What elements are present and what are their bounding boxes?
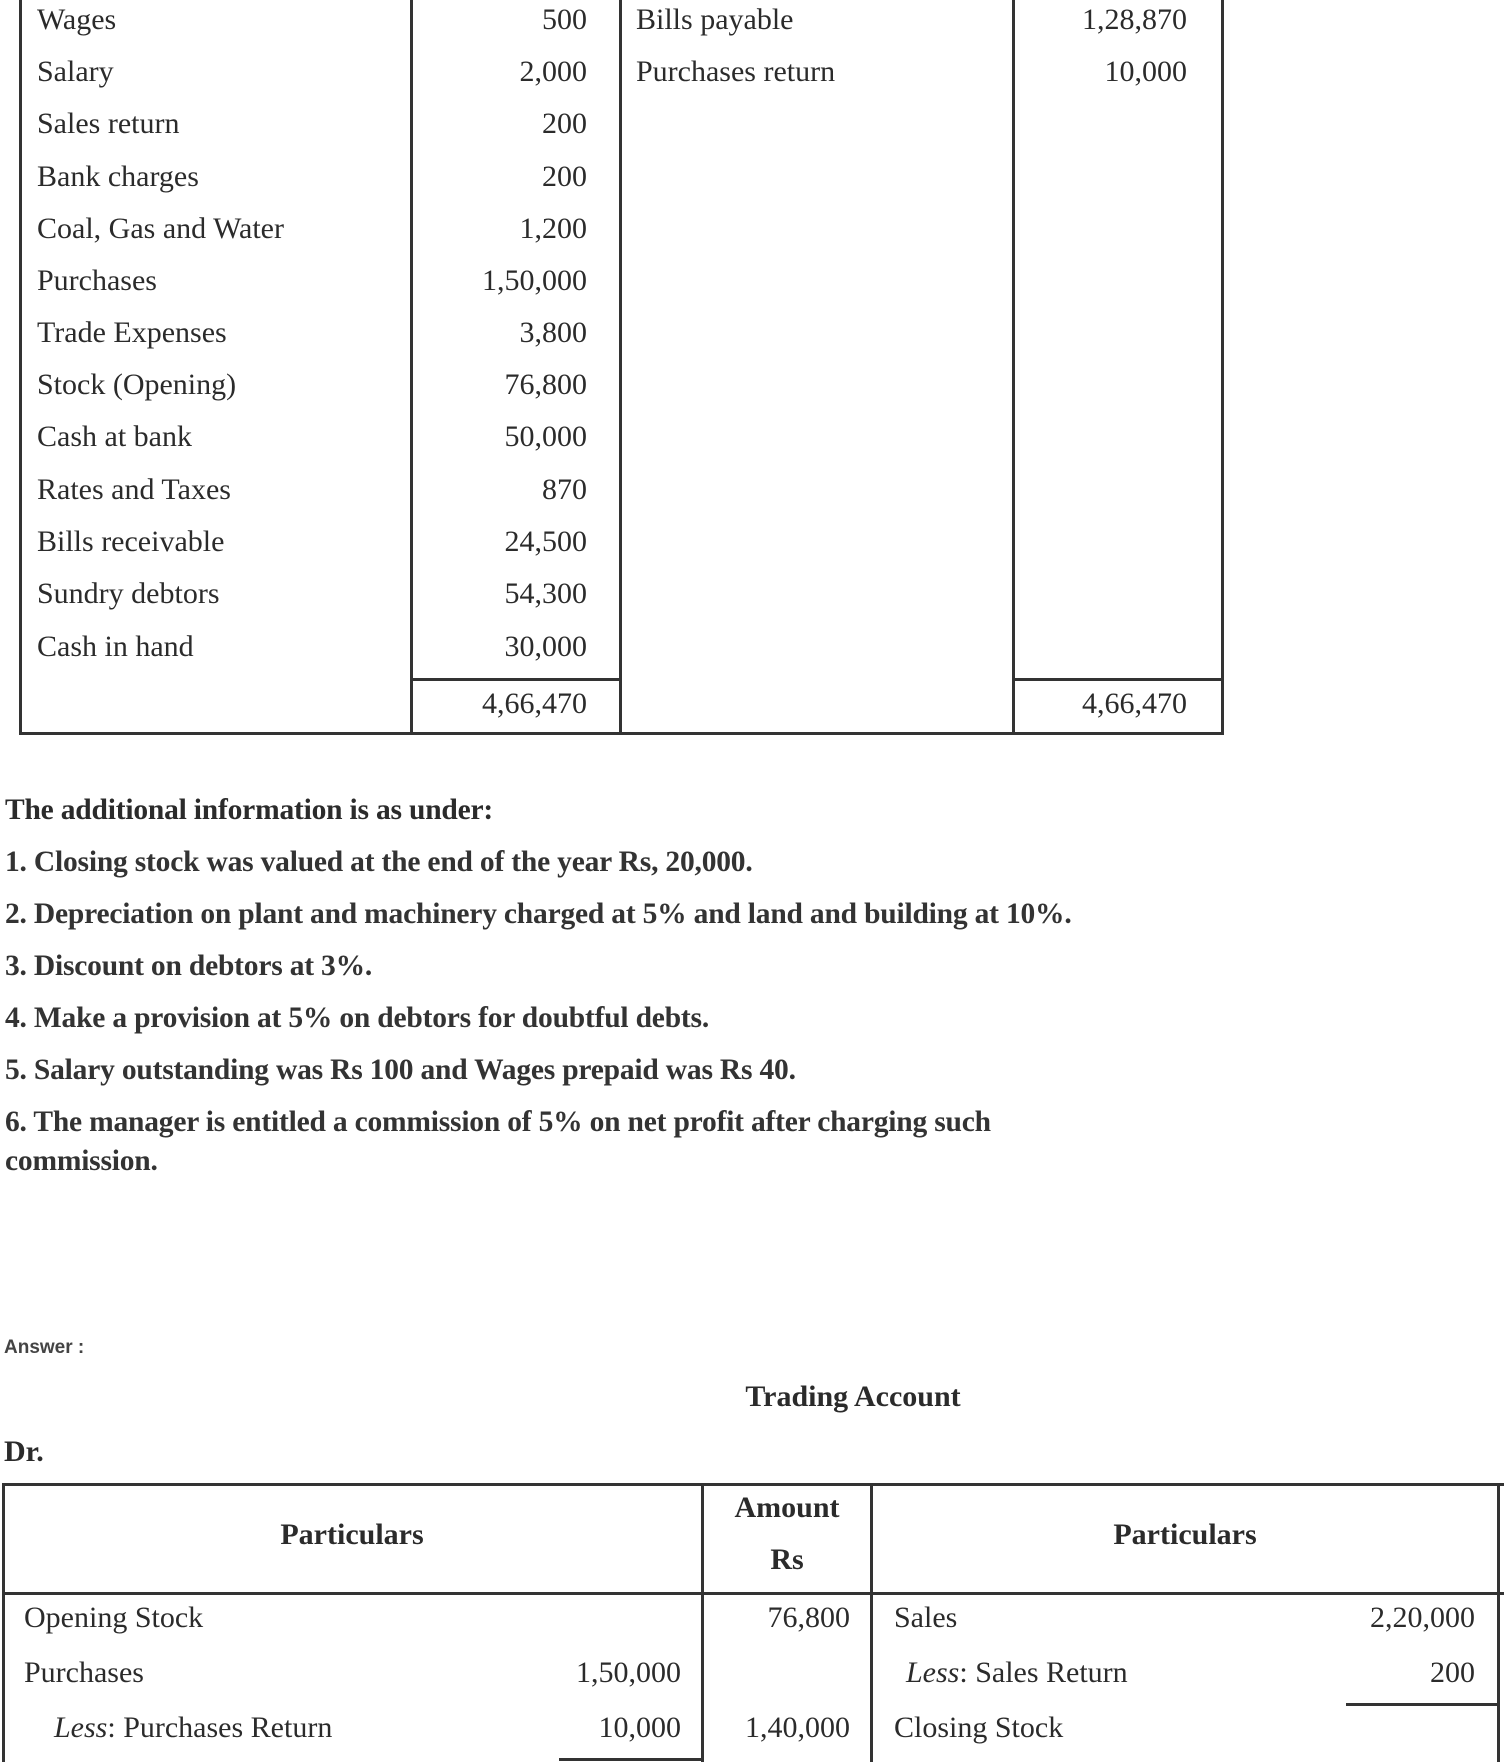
table-border-bottom bbox=[19, 732, 1224, 735]
debit-label: Coal, Gas and Water bbox=[37, 212, 284, 245]
debit-label: Stock (Opening) bbox=[37, 368, 237, 401]
debit-amount: 54,300 bbox=[504, 577, 587, 610]
less-word: Less bbox=[54, 1711, 108, 1744]
table-border-left bbox=[19, 0, 22, 735]
info-item: 5. Salary outstanding was Rs 100 and Wages prepaid was Rs 40. bbox=[5, 1054, 796, 1086]
info-item: 4. Make a provision at 5% on debtors for doubtful debts. bbox=[5, 1002, 709, 1034]
debit-amount: 1,200 bbox=[519, 212, 587, 245]
header-amount-unit: Rs bbox=[770, 1543, 804, 1576]
credit-amount: 2,20,000 bbox=[1370, 1601, 1475, 1634]
subtotal-rule bbox=[1346, 1703, 1499, 1706]
column-divider bbox=[410, 0, 413, 735]
debit-label: Cash in hand bbox=[37, 630, 194, 663]
debit-amount: 200 bbox=[542, 160, 587, 193]
debit-sub-amount: 10,000 bbox=[598, 1711, 681, 1744]
column-divider bbox=[870, 1483, 873, 1762]
credit-label: Closing Stock bbox=[894, 1711, 1064, 1744]
table-border-right bbox=[1221, 0, 1224, 735]
dr-label: Dr. bbox=[4, 1435, 44, 1468]
debit-amount: 1,50,000 bbox=[482, 264, 587, 297]
debit-sub-amount: 1,50,000 bbox=[576, 1656, 681, 1689]
less-word: Less bbox=[906, 1656, 960, 1689]
debit-label: Purchases bbox=[37, 264, 157, 297]
credit-label: Sales bbox=[894, 1601, 958, 1634]
debit-amount: 200 bbox=[542, 107, 587, 140]
credit-total: 4,66,470 bbox=[1082, 687, 1187, 720]
credit-label: Bills payable bbox=[636, 3, 794, 36]
debit-amount: 1,40,000 bbox=[745, 1711, 850, 1744]
debit-label-less bbox=[54, 1711, 332, 1745]
column-divider bbox=[701, 1483, 704, 1762]
column-divider bbox=[619, 0, 622, 735]
answer-label: Answer : bbox=[4, 1337, 85, 1358]
debit-label: Trade Expenses bbox=[37, 316, 227, 349]
column-divider bbox=[1497, 1483, 1500, 1762]
debit-total: 4,66,470 bbox=[482, 687, 587, 720]
subtotal-rule bbox=[559, 1758, 704, 1761]
debit-amount: 2,000 bbox=[519, 55, 587, 88]
debit-amount: 76,800 bbox=[767, 1601, 850, 1634]
debit-label: Salary bbox=[37, 55, 114, 88]
total-rule-credit bbox=[1012, 678, 1224, 681]
table-border-left bbox=[2, 1483, 5, 1762]
debit-amount: 30,000 bbox=[504, 630, 587, 663]
credit-label: Purchases return bbox=[636, 55, 836, 88]
info-item: 1. Closing stock was valued at the end of the year Rs, 20,000. bbox=[5, 846, 753, 878]
debit-label: Rates and Taxes bbox=[37, 473, 231, 506]
additional-info-heading: The additional information is as under: bbox=[5, 794, 494, 826]
debit-label: Wages bbox=[37, 3, 117, 36]
debit-amount: 24,500 bbox=[504, 525, 587, 558]
debit-label: Sales return bbox=[37, 107, 180, 140]
trading-account-title: Trading Account bbox=[745, 1380, 961, 1413]
header-particulars-left: Particulars bbox=[280, 1518, 424, 1551]
debit-amount: 3,800 bbox=[519, 316, 587, 349]
debit-amount: 870 bbox=[542, 473, 587, 506]
table-border-top bbox=[2, 1483, 1504, 1486]
info-item-continuation: commission. bbox=[5, 1145, 158, 1177]
header-bottom-rule bbox=[2, 1592, 1504, 1595]
debit-label: Opening Stock bbox=[24, 1601, 204, 1634]
debit-label: Bills receivable bbox=[37, 525, 225, 558]
debit-label: Bank charges bbox=[37, 160, 199, 193]
less-item: : Purchases Return bbox=[107, 1711, 333, 1744]
info-item: 2. Depreciation on plant and machinery charged at 5% and land and building at 10%. bbox=[5, 898, 1072, 930]
column-divider bbox=[1012, 0, 1015, 735]
info-item: 6. The manager is entitled a commission of 5% on net profit after charging such bbox=[5, 1106, 991, 1138]
credit-amount: 200 bbox=[1430, 1656, 1475, 1689]
debit-label: Cash at bank bbox=[37, 420, 192, 453]
debit-amount: 50,000 bbox=[504, 420, 587, 453]
debit-label: Purchases bbox=[24, 1656, 144, 1689]
credit-amount: 1,28,870 bbox=[1082, 3, 1187, 36]
info-item: 3. Discount on debtors at 3%. bbox=[5, 950, 373, 982]
credit-amount: 10,000 bbox=[1104, 55, 1187, 88]
debit-label: Sundry debtors bbox=[37, 577, 220, 610]
header-particulars-right: Particulars bbox=[1113, 1518, 1257, 1551]
header-amount: Amount bbox=[734, 1491, 840, 1524]
credit-label-less bbox=[906, 1656, 1128, 1690]
debit-amount: 76,800 bbox=[504, 368, 587, 401]
total-rule-debit bbox=[410, 678, 622, 681]
less-item: : Sales Return bbox=[959, 1656, 1128, 1689]
debit-amount: 500 bbox=[542, 3, 587, 36]
